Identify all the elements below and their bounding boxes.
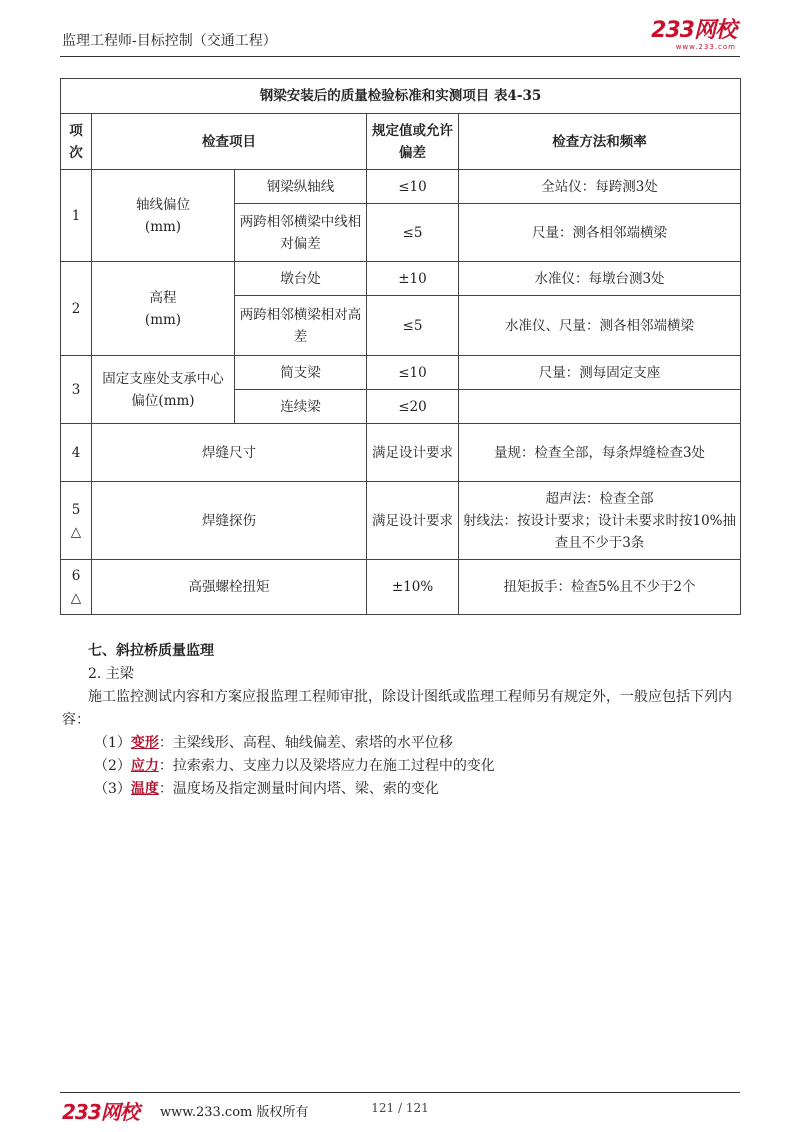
header-item: 检查项目 — [92, 114, 367, 170]
row5-no — [61, 482, 92, 560]
row2a-tol: ±10 — [367, 262, 459, 296]
row2b-sub: 两跨相邻横梁相对高差 — [235, 296, 367, 356]
row6-no — [61, 560, 92, 615]
row5-method-ultrasonic: 超声法：检查全部 — [545, 490, 654, 507]
subsection-title: 2. 主梁 — [88, 666, 134, 682]
list-item-text: ：温度场及指定测量时间内塔、梁、索的变化 — [158, 781, 439, 797]
row5-item: 焊缝探伤 — [92, 482, 367, 560]
list-item — [62, 755, 742, 778]
row2a-method: 水准仪：每墩台测3处 — [459, 262, 741, 296]
quality-inspection-table — [60, 78, 741, 615]
row6-no-number: 6 — [71, 568, 81, 584]
row2a-sub: 墩台处 — [235, 262, 367, 296]
keyword-highlight: 应力 — [130, 758, 159, 774]
row4-item: 焊缝尺寸 — [92, 424, 367, 482]
row3-no: 3 — [61, 356, 92, 424]
row2b-method: 水准仪、尺量：测各相邻端横梁 — [459, 296, 741, 356]
row1a-tol: ≤10 — [367, 170, 459, 204]
row5-method — [459, 482, 741, 560]
row1-item-label: 轴线偏位 — [136, 196, 190, 213]
footer-copyright: www.233.com 版权所有 — [160, 1105, 309, 1120]
table-caption: 钢梁安装后的质量检验标准和实测项目 表4-35 — [61, 79, 741, 114]
body-content — [62, 640, 742, 801]
list-item-text: ：拉索索力、支座力以及梁塔应力在施工过程中的变化 — [158, 758, 495, 774]
keyword-highlight: 温度 — [130, 781, 159, 797]
body-paragraph: 施工监控测试内容和方案应报监理工程师审批，除设计图纸或监理工程师另有规定外，一般应包括下列内容： — [62, 689, 732, 728]
row1-no: 1 — [61, 170, 92, 262]
row3b-sub: 连续梁 — [235, 390, 367, 424]
row2b-tol: ≤5 — [367, 296, 459, 356]
row6-item: 高强螺栓扭矩 — [92, 560, 367, 615]
row4-no: 4 — [61, 424, 92, 482]
page-number: 121 / 121 — [371, 1101, 429, 1115]
row6-tol: ±10% — [367, 560, 459, 615]
row2-item — [92, 262, 235, 356]
row3-item: 固定支座处支承中心偏位(mm) — [92, 356, 235, 424]
row5-key-mark: △ — [70, 523, 82, 540]
row1b-sub: 两跨相邻横梁中线相对偏差 — [235, 204, 367, 262]
row4-tol: 满足设计要求 — [367, 424, 459, 482]
row3b-method — [459, 390, 741, 424]
row2-no: 2 — [61, 262, 92, 356]
header-method: 检查方法和频率 — [459, 114, 741, 170]
row1a-method: 全站仪：每跨测3处 — [459, 170, 741, 204]
row5-no-number: 5 — [71, 501, 81, 518]
footer-divider — [60, 1092, 740, 1093]
section-title: 七、斜拉桥质量监理 — [88, 643, 214, 659]
list-item-number: （3） — [94, 781, 131, 797]
row1-item — [92, 170, 235, 262]
header-tolerance: 规定值或允许偏差 — [367, 114, 459, 170]
row1b-method: 尺量：测各相邻端横梁 — [459, 204, 741, 262]
row2-item-unit: (mm) — [144, 311, 182, 328]
footer-logo[interactable]: 233网校 — [62, 1100, 139, 1124]
list-item — [62, 732, 742, 755]
row5-tol: 满足设计要求 — [367, 482, 459, 560]
list-item — [62, 778, 742, 801]
header-no: 项次 — [61, 114, 92, 170]
row6-method: 扭矩扳手：检查5%且不少于2个 — [459, 560, 741, 615]
row4-method: 量规：检查全部，每条焊缝检查3处 — [459, 424, 741, 482]
header-divider — [60, 56, 740, 57]
row3a-sub: 简支梁 — [235, 356, 367, 390]
row3a-method: 尺量：测每固定支座 — [459, 356, 741, 390]
brand-logo[interactable] — [651, 20, 736, 51]
list-item-text: ：主梁线形、高程、轴线偏差、索塔的水平位移 — [158, 735, 453, 751]
row6-key-mark: △ — [70, 590, 82, 606]
row5-method-radiographic: 射线法：按设计要求；设计未要求时按10%抽查且不少于3条 — [463, 512, 737, 551]
page-header-title: 监理工程师-目标控制（交通工程） — [62, 33, 277, 49]
row3a-tol: ≤10 — [367, 356, 459, 390]
logo-text: 233网校 — [651, 18, 736, 43]
logo-url: www.233.com — [675, 43, 736, 51]
list-item-number: （2） — [94, 758, 131, 774]
row1a-sub: 钢梁纵轴线 — [235, 170, 367, 204]
row1b-tol: ≤5 — [367, 204, 459, 262]
keyword-highlight: 变形 — [130, 735, 159, 751]
row2-item-label: 高程 — [149, 289, 177, 306]
row3b-tol: ≤20 — [367, 390, 459, 424]
list-item-number: （1） — [94, 735, 131, 751]
row1-item-unit: (mm) — [144, 218, 182, 235]
